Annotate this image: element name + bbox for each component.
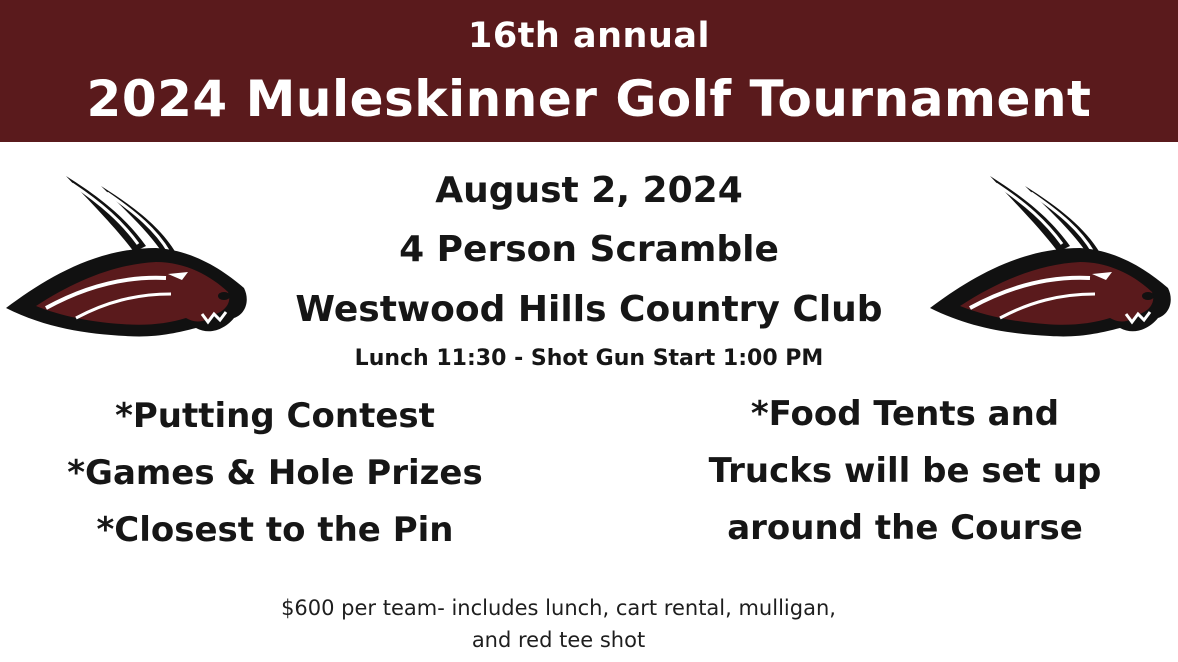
feature-item: *Putting Contest (115, 396, 435, 436)
pricing-line: $600 per team- includes lunch, cart rental, mulligan, (281, 596, 836, 620)
feature-item: *Games & Hole Prizes (67, 453, 483, 493)
event-format: 4 Person Scramble (399, 229, 779, 270)
features-left-list (50, 388, 500, 559)
event-date: August 2, 2024 (435, 170, 743, 211)
feature-item: Trucks will be set up (708, 451, 1102, 491)
feature-item: around the Course (727, 508, 1083, 548)
event-times: Lunch 11:30 - Shot Gun Start 1:00 PM (354, 346, 824, 371)
pricing-line: and red tee shot (471, 628, 646, 652)
features-right-list (680, 386, 1130, 557)
event-venue: Westwood Hills Country Club (295, 289, 883, 330)
edition-subtitle: 16th annual (467, 16, 711, 56)
tournament-title: 2024 Muleskinner Golf Tournament (86, 70, 1092, 128)
title-banner (0, 0, 1178, 142)
feature-item: *Food Tents and (750, 394, 1060, 434)
pricing-info (0, 592, 1117, 656)
feature-item: *Closest to the Pin (96, 510, 454, 550)
